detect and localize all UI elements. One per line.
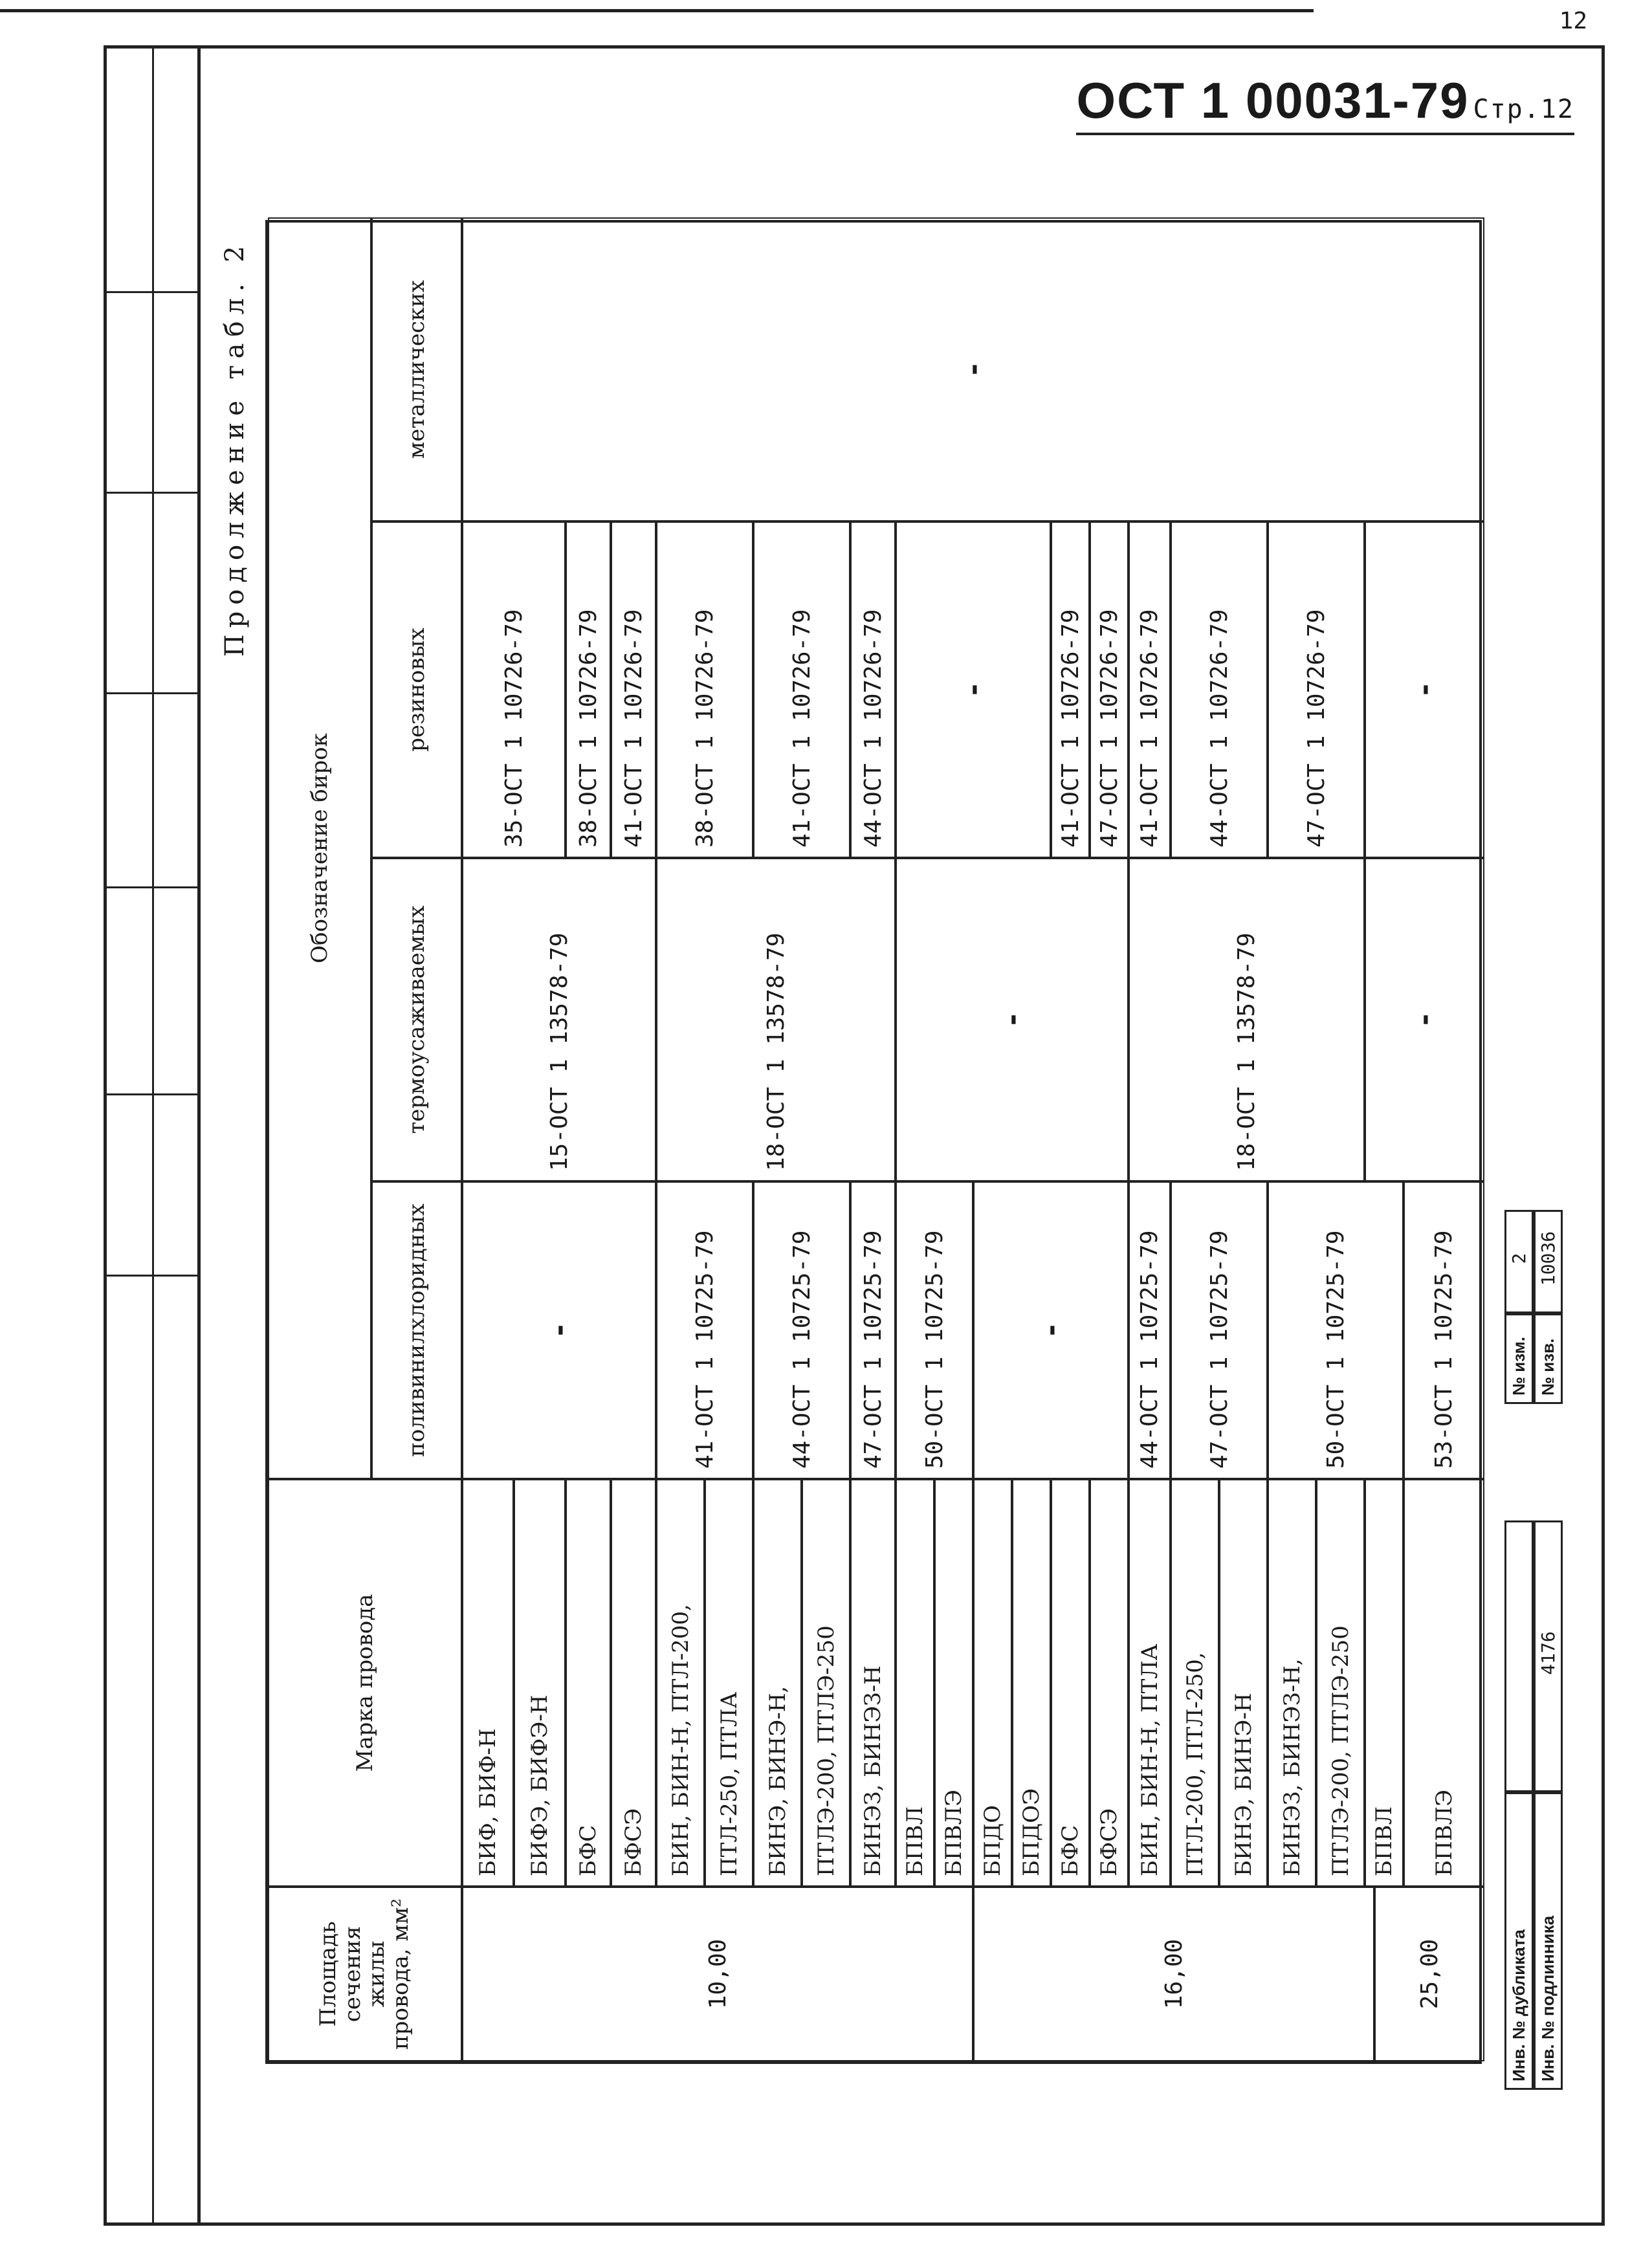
strip-rule: [104, 692, 201, 694]
mark-cell: БПВЛЭ: [1404, 1479, 1484, 1887]
pvc-cell: 41-ОСТ 1 10725-79: [656, 1181, 753, 1479]
pvc-cell: 47-ОСТ 1 10725-79: [1171, 1181, 1268, 1479]
mark-cell: БИН, БИН-Н, ПТЛА: [1129, 1479, 1171, 1887]
page-label: Стр.12: [1473, 94, 1574, 124]
document-code: [1076, 71, 1574, 135]
mark-cell: БИНЭ, БИНЭ-Н,: [753, 1479, 802, 1887]
header-area: Площадь сечения жилы провода, мм²: [268, 1887, 462, 2061]
strip-rule: [104, 492, 201, 494]
header-mark: Марка провода: [268, 1479, 462, 1887]
header-pvc: поливинилхлоридных: [371, 1181, 462, 1479]
strip-rule: [104, 291, 201, 293]
pvc-cell: 50-ОСТ 1 10725-79: [896, 1181, 973, 1479]
rubber-cell: 41-ОСТ 1 10726-79: [753, 521, 850, 858]
pvc-cell: 53-ОСТ 1 10725-79: [1404, 1181, 1484, 1479]
mark-cell: БПВЛЭ: [934, 1479, 973, 1887]
document-code-text: ОСТ 1 00031-79: [1076, 72, 1470, 129]
heat-cell: 18-ОСТ 1 13578-79: [1129, 858, 1365, 1181]
dup-label: Инв. № дубликата: [1504, 1792, 1534, 2090]
heat-cell: 15-ОСТ 1 13578-79: [462, 858, 656, 1181]
area-10: 10,00: [462, 1887, 973, 2061]
continuation-caption: Продолжение табл. 2: [220, 239, 250, 657]
change-value: 2: [1504, 1210, 1534, 1313]
mark-cell: БИНЭЗ, БИНЭЗ-Н: [850, 1479, 896, 1887]
top-rule: [0, 9, 1314, 12]
page-number: 12: [1559, 8, 1587, 34]
wire-tag-table: [265, 220, 1482, 2064]
mark-cell: БИНЭ, БИНЭ-Н: [1219, 1479, 1268, 1887]
notice-value: 10036: [1534, 1210, 1563, 1313]
notice-label: № изв.: [1534, 1313, 1563, 1404]
mark-cell: БИН, БИН-Н, ПТЛ-200,: [656, 1479, 705, 1887]
strip-rule: [104, 886, 201, 888]
mark-cell: БФСЭ: [611, 1479, 656, 1887]
mark-cell: БИФ, БИФ-Н: [462, 1479, 514, 1887]
pvc-cell: 44-ОСТ 1 10725-79: [753, 1181, 850, 1479]
header-metal: металлических: [371, 217, 462, 521]
pvc-cell: 44-ОСТ 1 10725-79: [1129, 1181, 1171, 1479]
mark-cell: БИФЭ, БИФЭ-Н: [514, 1479, 566, 1887]
mark-cell: ПТЛЭ-200, ПТЛЭ-250: [802, 1479, 850, 1887]
strip-rule: [104, 1093, 201, 1095]
mark-cell: БПВЛ: [896, 1479, 934, 1887]
rubber-cell: 38-ОСТ 1 10726-79: [656, 521, 753, 858]
header-heat: термоусаживаемых: [371, 858, 462, 1181]
mark-cell: БФСЭ: [1090, 1479, 1129, 1887]
mark-cell: ПТЛЭ-200, ПТЛЭ-250: [1316, 1479, 1365, 1887]
rubber-cell: 38-ОСТ 1 10726-79: [566, 521, 611, 858]
rubber-cell: 44-ОСТ 1 10726-79: [1171, 521, 1268, 858]
mark-cell: БПВЛ: [1365, 1479, 1404, 1887]
area-25: 25,00: [1374, 1887, 1484, 2061]
pvc-cell: 47-ОСТ 1 10725-79: [850, 1181, 896, 1479]
mark-cell: БПДОЭ: [1012, 1479, 1051, 1887]
rubber-cell: 47-ОСТ 1 10726-79: [1090, 521, 1129, 858]
mark-cell: БИНЭЗ, БИНЭЗ-Н,: [1268, 1479, 1316, 1887]
mark-cell: БФС: [1051, 1479, 1090, 1887]
pvc-cell: -: [462, 1181, 656, 1479]
orig-label: Инв. № подлинника: [1534, 1792, 1563, 2090]
rubber-cell: -: [896, 521, 1051, 858]
rubber-cell: 41-ОСТ 1 10726-79: [1051, 521, 1090, 858]
left-margin-strip: [104, 45, 201, 2226]
orig-value: 4176: [1534, 1520, 1563, 1792]
rotated-content: [207, 214, 1598, 2090]
mark-cell: ПТЛ-250, ПТЛА: [705, 1479, 753, 1887]
metal-cell: -: [462, 217, 1484, 521]
rubber-cell: 47-ОСТ 1 10726-79: [1268, 521, 1365, 858]
pvc-cell: 50-ОСТ 1 10725-79: [1268, 1181, 1404, 1479]
dup-value: [1504, 1520, 1534, 1792]
rubber-cell: 41-ОСТ 1 10726-79: [1129, 521, 1171, 858]
heat-cell: -: [1365, 858, 1484, 1181]
heat-cell: -: [896, 858, 1129, 1181]
mark-cell: БПДО: [973, 1479, 1012, 1887]
header-rubber: резиновых: [371, 521, 462, 858]
area-16: 16,00: [973, 1887, 1374, 2061]
rubber-cell: 44-ОСТ 1 10726-79: [850, 521, 896, 858]
header-designation: Обозначение бирок: [268, 217, 371, 1479]
rubber-cell: 41-ОСТ 1 10726-79: [611, 521, 656, 858]
rubber-cell: -: [1365, 521, 1484, 858]
change-label: № изм.: [1504, 1313, 1534, 1404]
mark-cell: БФС: [566, 1479, 611, 1887]
pvc-cell: -: [973, 1181, 1129, 1479]
strip-rule: [104, 1275, 201, 1277]
mark-cell: ПТЛ-200, ПТЛ-250,: [1171, 1479, 1219, 1887]
rubber-cell: 35-ОСТ 1 10726-79: [462, 521, 566, 858]
heat-cell: 18-ОСТ 1 13578-79: [656, 858, 896, 1181]
strip-divider: [152, 45, 154, 2226]
